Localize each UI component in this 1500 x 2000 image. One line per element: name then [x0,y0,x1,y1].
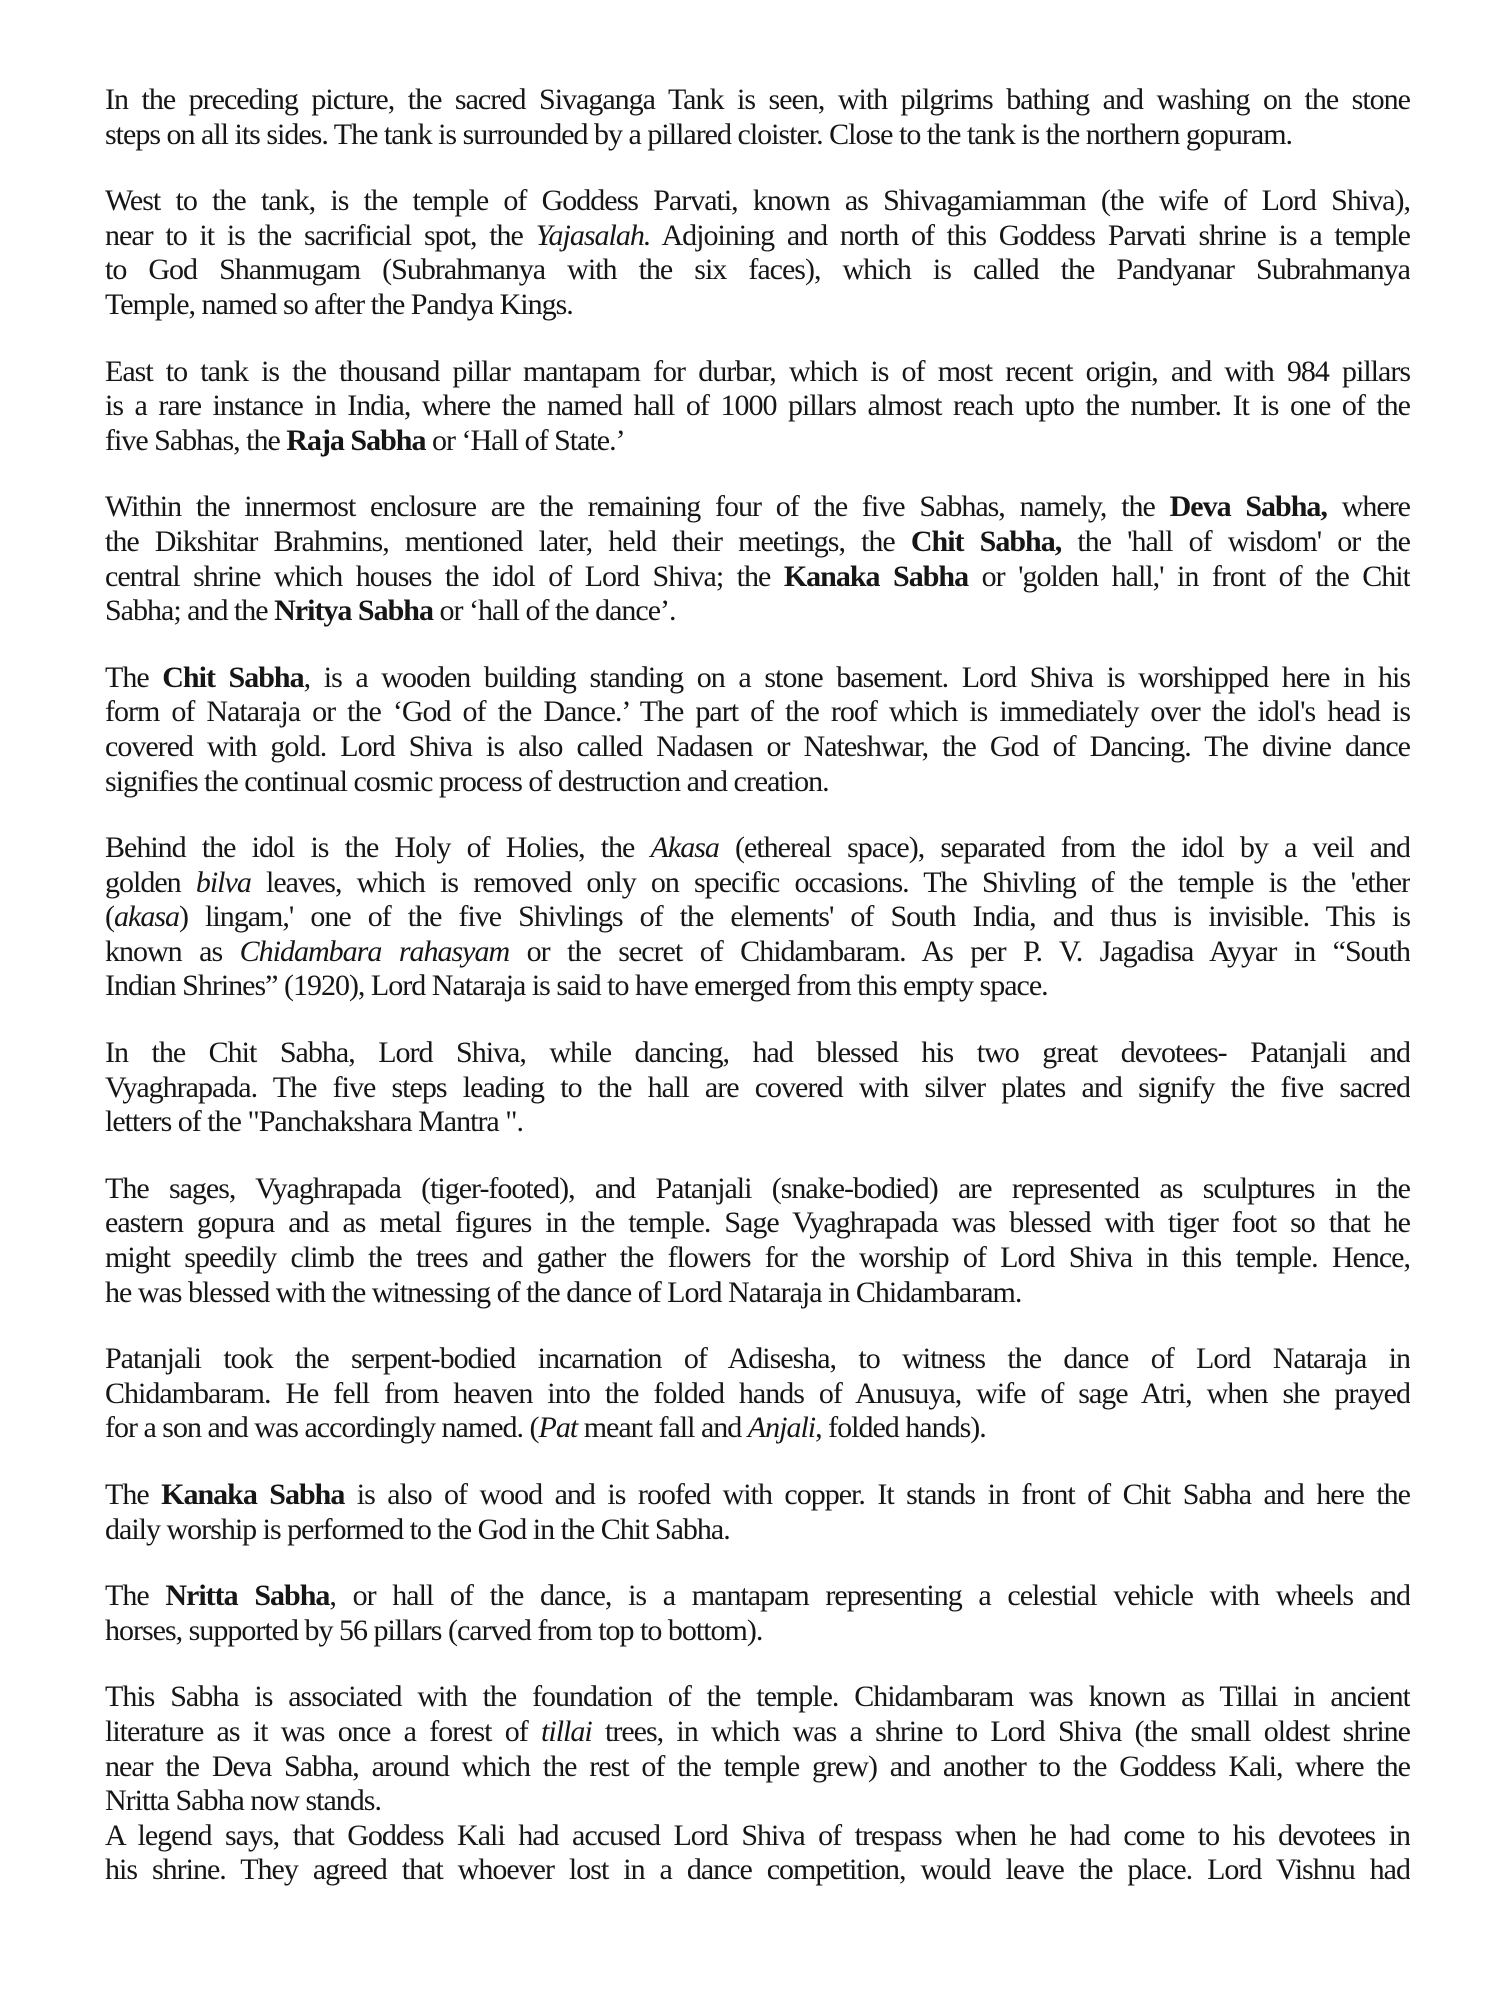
text-line [105,1276,1410,1311]
text-run: ( [105,900,114,934]
text-run: ) lingam,' one of the five Shivlings of the elements' of South India, and thus is invisible. This is [179,900,1410,934]
text-line [105,288,1410,323]
bold-term: Nritta Sabha [165,1579,330,1613]
text-line [105,900,1410,935]
text-line [105,1241,1410,1276]
text-line [105,1411,1410,1446]
paragraph [105,83,1410,152]
text-run: is also of wood and is roofed with copper. It stands in front of Chit Sabha and here the [344,1478,1410,1511]
text-line [105,1784,1410,1819]
text-line [105,83,1410,118]
paragraph [105,1680,1410,1818]
text-run: near the Deva Sabha, around which the rest of the temple grew) and another to the Goddess Kali, where the [105,1749,1410,1783]
text-run: West to the tank, is the temple of Goddess Parvati, known as Shivagamiamman (the wife of Lord Shiva), [105,184,1410,218]
paragraph [105,661,1410,799]
text-run: where [1326,490,1410,524]
paragraph [105,1819,1410,1888]
text-line [105,1071,1410,1106]
text-run: East to tank is the thousand pillar mantapam for durbar, which is of most recent origin, and with 984 pillars [105,354,1410,388]
text-run: his shrine. They agreed that whoever lost in a dance competition, would leave the place. Lord Vishnu had [105,1853,1410,1887]
italic-term: Akasa [650,831,719,865]
text-run: or the secret of Chidambaram. As per P. V. Jagadisa Ayyar in “South [509,934,1410,968]
text-run: Chidambaram. He fell from heaven into the folded hands of Anusuya, wife of sage Atri, when she prayed [105,1376,1410,1410]
text-line [105,1680,1410,1715]
bold-term: Raja Sabha [286,423,426,457]
italic-term: akasa [114,900,179,934]
text-line [105,695,1410,730]
bold-term: Nritya Sabha [274,594,433,628]
text-run: In the preceding picture, the sacred Sivaganga Tank is seen, with pilgrims bathing and washing on the stone [105,83,1410,116]
text-run: (ethereal space), separated from the idol by a veil and [718,831,1410,865]
text-run: In the Chit Sabha, Lord Shiva, while dancing, had blessed his two great devotees- Patanjali and [105,1036,1410,1070]
text-line [105,525,1410,560]
text-run: Patanjali took the serpent-bodied incarnation of Adisesha, to witness the dance of Lord Nataraja in [105,1342,1410,1376]
text-line [105,661,1410,696]
text-run: the 'hall of wisdom' or the [1061,524,1410,558]
bold-term: Deva Sabha, [1169,490,1327,524]
bold-term: Kanaka Sabha [161,1478,345,1511]
text-line [105,1206,1410,1241]
bold-term: Chit Sabha, [910,524,1062,558]
paragraph [105,184,1410,322]
text-run: literature as it was once a forest of [105,1714,542,1748]
text-run: Indian Shrines” (1920), Lord Nataraja is said to have emerged from this empty space. [105,969,1048,1003]
text-run: the Dikshitar Brahmins, mentioned later, held their meetings, the [105,524,911,558]
text-run: This Sabha is associated with the foundation of the temple. Chidambaram was known as Tillai in ancient [105,1680,1410,1714]
text-line [105,1377,1410,1412]
text-run: eastern gopura and as metal figures in the temple. Sage Vyaghrapada was blessed with tiger foot so that he [105,1206,1410,1240]
text-run: daily worship is performed to the God in the Chit Sabha. [105,1512,730,1546]
text-run: Adjoining and north of this Goddess Parvati shrine is a temple [650,218,1410,252]
text-run: to God Shanmugam (Subrahmanya with the six faces), which is called the Pandyanar Subrahmanya [105,253,1410,287]
text-run: Sabha; and the [105,594,275,628]
text-line [105,1036,1410,1071]
text-run: trees, in which was a shrine to Lord Shiva (the small oldest shrine [591,1714,1410,1748]
text-line [105,969,1410,1004]
text-run: The sages, Vyaghrapada (tiger-footed), and Patanjali (snake-bodied) are represented as sculptures in the [105,1171,1410,1205]
text-run: near to it is the sacrificial spot, the [105,218,536,252]
bold-term: Kanaka Sabha [783,559,969,593]
text-line [105,118,1410,153]
text-line [105,594,1410,629]
text-run: covered with gold. Lord Shiva is also called Nadasen or Nateshwar, the God of Dancing. The divine dance [105,729,1410,763]
text-line [105,1819,1410,1854]
text-run: letters of the "Panchakshara Mantra ". [105,1105,523,1139]
text-line [105,355,1410,390]
text-line [105,1614,1410,1649]
paragraph [105,355,1410,459]
text-run: leaves, which is removed only on specific occasions. The Shivling of the temple is the 'ether [250,865,1410,899]
text-run: A legend says, that Goddess Kali had accused Lord Shiva of trespass when he had come to his devotees in [105,1818,1410,1852]
text-run: or ‘Hall of State.’ [425,423,625,457]
text-run: Nritta Sabha now stands. [105,1784,381,1818]
italic-term: Yajasalah. [535,218,651,252]
text-run: horses, supported by 56 pillars (carved from top to bottom). [105,1613,763,1647]
text-run: he was blessed with the witnessing of the dance of Lord Nataraja in Chidambaram. [105,1275,1022,1309]
text-run: , or hall of the dance, is a mantapam representing a celestial vehicle with wheels and [329,1579,1410,1613]
text-line [105,1853,1410,1888]
text-run: The [105,1579,166,1613]
italic-term: bilva [195,865,251,899]
text-run: central shrine which houses the idol of Lord Shiva; the [105,559,784,593]
text-line [105,389,1410,424]
text-run: steps on all its sides. The tank is surrounded by a pillared cloister. Close to the tank is the northern gopuram. [105,117,1293,151]
text-run: golden [105,865,196,899]
text-line [105,1478,1410,1513]
italic-term: Anjali [747,1411,816,1445]
text-line [105,253,1410,288]
text-line [105,1172,1410,1207]
text-line [105,935,1410,970]
bold-term: Chit Sabha [162,660,304,694]
text-line [105,184,1410,219]
text-line [105,560,1410,595]
text-line [105,1342,1410,1377]
text-run: Within the innermost enclosure are the remaining four of the five Sabhas, namely, the [105,490,1170,524]
paragraph [105,1342,1410,1446]
text-run: signifies the continual cosmic process of destruction and creation. [105,764,829,798]
text-line [105,1750,1410,1785]
text-run: known as [105,934,240,968]
text-line [105,1579,1410,1614]
paragraph [105,1036,1410,1140]
paragraph [105,1579,1410,1648]
italic-term: Chidambara rahasyam [239,934,510,968]
paragraph [105,490,1410,628]
text-run: , is a wooden building standing on a stone basement. Lord Shiva is worshipped here in his [303,660,1410,694]
text-run: or ‘hall of the dance’. [432,594,676,628]
paragraph [105,1172,1410,1310]
text-run: meant fall and [577,1411,748,1445]
paragraph [105,831,1410,1004]
text-run: for a son and was accordingly named. ( [105,1411,539,1445]
document-page [105,83,1410,1920]
paragraph [105,1478,1410,1547]
text-line [105,1715,1410,1750]
text-run: Vyaghrapada. The five steps leading to the hall are covered with silver plates and signify the five sacred [105,1070,1410,1104]
text-run: might speedily climb the trees and gather the flowers for the worship of Lord Shiva in this temple. Hence, [105,1241,1410,1275]
text-line [105,765,1410,800]
text-run: five Sabhas, the [105,423,287,457]
text-line [105,424,1410,459]
text-run: Temple, named so after the Pandya Kings. [105,287,573,321]
text-line [105,866,1410,901]
text-run: The [105,1478,162,1511]
text-run: Behind the idol is the Holy of Holies, the [105,831,651,865]
text-run: or 'golden hall,' in front of the Chit [968,559,1410,593]
text-run: form of Nataraja or the ‘God of the Dance.’ The part of the roof which is immediately over the idol's head is [105,695,1410,729]
text-line [105,831,1410,866]
italic-term: Pat [538,1411,578,1445]
text-run: The [105,660,163,694]
text-line [105,1105,1410,1140]
text-line [105,490,1410,525]
text-line [105,1513,1410,1548]
text-line [105,730,1410,765]
text-line [105,219,1410,254]
text-run: is a rare instance in India, where the named hall of 1000 pillars almost reach upto the number. It is one of the [105,389,1410,423]
text-run: , folded hands). [815,1411,986,1445]
italic-term: tillai [541,1714,592,1748]
